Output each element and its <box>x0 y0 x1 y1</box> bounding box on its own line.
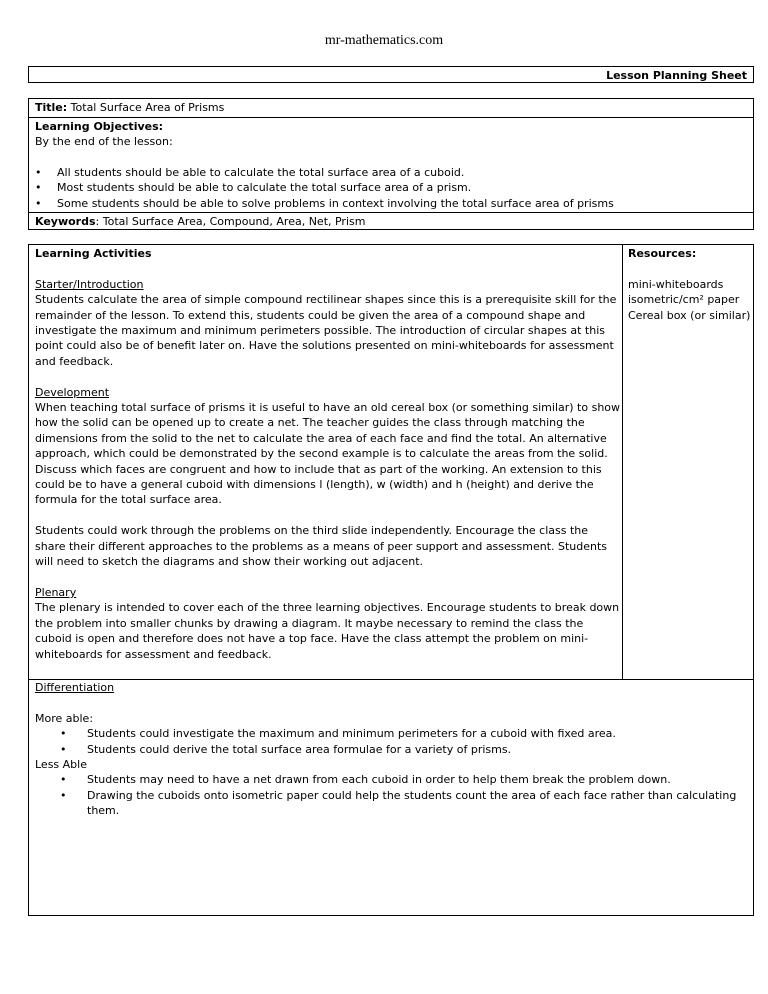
title-value: Total Surface Area of Prisms <box>70 101 225 114</box>
less-able-label: Less Able <box>35 758 87 772</box>
keywords-row <box>29 213 753 231</box>
plenary-heading: Plenary <box>35 585 77 599</box>
activities-table <box>28 244 754 916</box>
site-header: mr-mathematics.com <box>324 33 444 48</box>
lesson-info-table <box>28 98 754 230</box>
resource-item: Cereal box (or similar) <box>628 308 751 322</box>
learning-activities <box>29 245 623 679</box>
activities-heading: Learning Activities <box>35 247 152 260</box>
list-item: • Students could investigate the maximum and minimum perimeters for a cuboid with fixed area. <box>57 726 747 741</box>
sheet-title: Lesson Planning Sheet <box>28 66 754 83</box>
list-item: • Students could derive the total surface area formulae for a variety of prisms. <box>57 742 747 757</box>
development-text-2: Students could work through the problems on the third slide independently. Encourage the class the share their different approaches to the problems as a means of peer support and assessment. Students will need to sketch the diagrams and show their working out adjacent. <box>35 524 608 569</box>
keywords-value: : Total Surface Area, Compound, Area, Net, Prism <box>95 215 366 229</box>
list-item: • All students should be able to calculate the total surface area of a cuboid. <box>35 165 747 181</box>
list-item: • Most students should be able to calculate the total surface area of a prism. <box>35 180 747 196</box>
title-row <box>29 99 753 118</box>
keywords-label: Keywords <box>35 215 96 229</box>
title-label: Title: <box>35 101 68 114</box>
resources <box>623 245 753 679</box>
list-item: • Students may need to have a net drawn from each cuboid in order to help them break the problem down. <box>57 772 747 787</box>
objectives-heading: Learning Objectives: <box>35 119 164 133</box>
development-heading: Development <box>35 385 110 399</box>
resource-item: isometric/cm² paper <box>628 293 740 307</box>
objectives-intro: By the end of the lesson: <box>35 135 173 148</box>
resources-heading: Resources: <box>628 247 697 260</box>
more-able-list <box>35 726 747 757</box>
list-item: • Drawing the cuboids onto isometric paper could help the students count the area of each face rather than calculating them. <box>57 788 747 819</box>
resource-item: mini-whiteboards <box>628 277 724 291</box>
differentiation-heading: Differentiation <box>35 681 115 694</box>
list-item: • Some students should be able to solve problems in context involving the total surface area of prisms <box>35 196 747 212</box>
less-able-list <box>35 772 747 818</box>
objectives-list <box>35 165 747 212</box>
objectives-row <box>29 118 753 214</box>
more-able-label: More able: <box>35 711 94 725</box>
starter-text: Students calculate the area of simple compound rectilinear shapes since this is a prerequisite skill for the remainder of the lesson. To extend this, students could be given the area of a compound shape and investigate the maximum and minimum perimeters possible. The introduction of circular shapes at this point could also be of benefit later on. Have the solutions presented on mini-whiteboards for assessment and feedback. <box>35 293 617 368</box>
plenary-text: The plenary is intended to cover each of the three learning objectives. Encourage students to break down the problem into smaller chunks by drawing a diagram. It maybe necessary to remind the class the cuboid is open and therefore does not have a top face. Have the class attempt the problem on mini-whiteboards for assessment and feedback. <box>35 601 620 661</box>
starter-heading: Starter/Introduction <box>35 277 144 291</box>
development-text: When teaching total surface of prisms it is useful to have an old cereal box (or something similar) to show how the solid can be opened up to create a net. The teacher guides the class through matching the dimensions from the solid to the net to calculate the area of each face and find the total. An alternative approach, which could be demonstrated by the second example is to calculate the areas from the solid. Discuss which faces are congruent and how to include that as part of the working. An extension to this could be to have a general cuboid with dimensions l (length), w (width) and h (height) and derive the formula for the total surface area. <box>35 401 621 507</box>
differentiation <box>29 679 753 820</box>
